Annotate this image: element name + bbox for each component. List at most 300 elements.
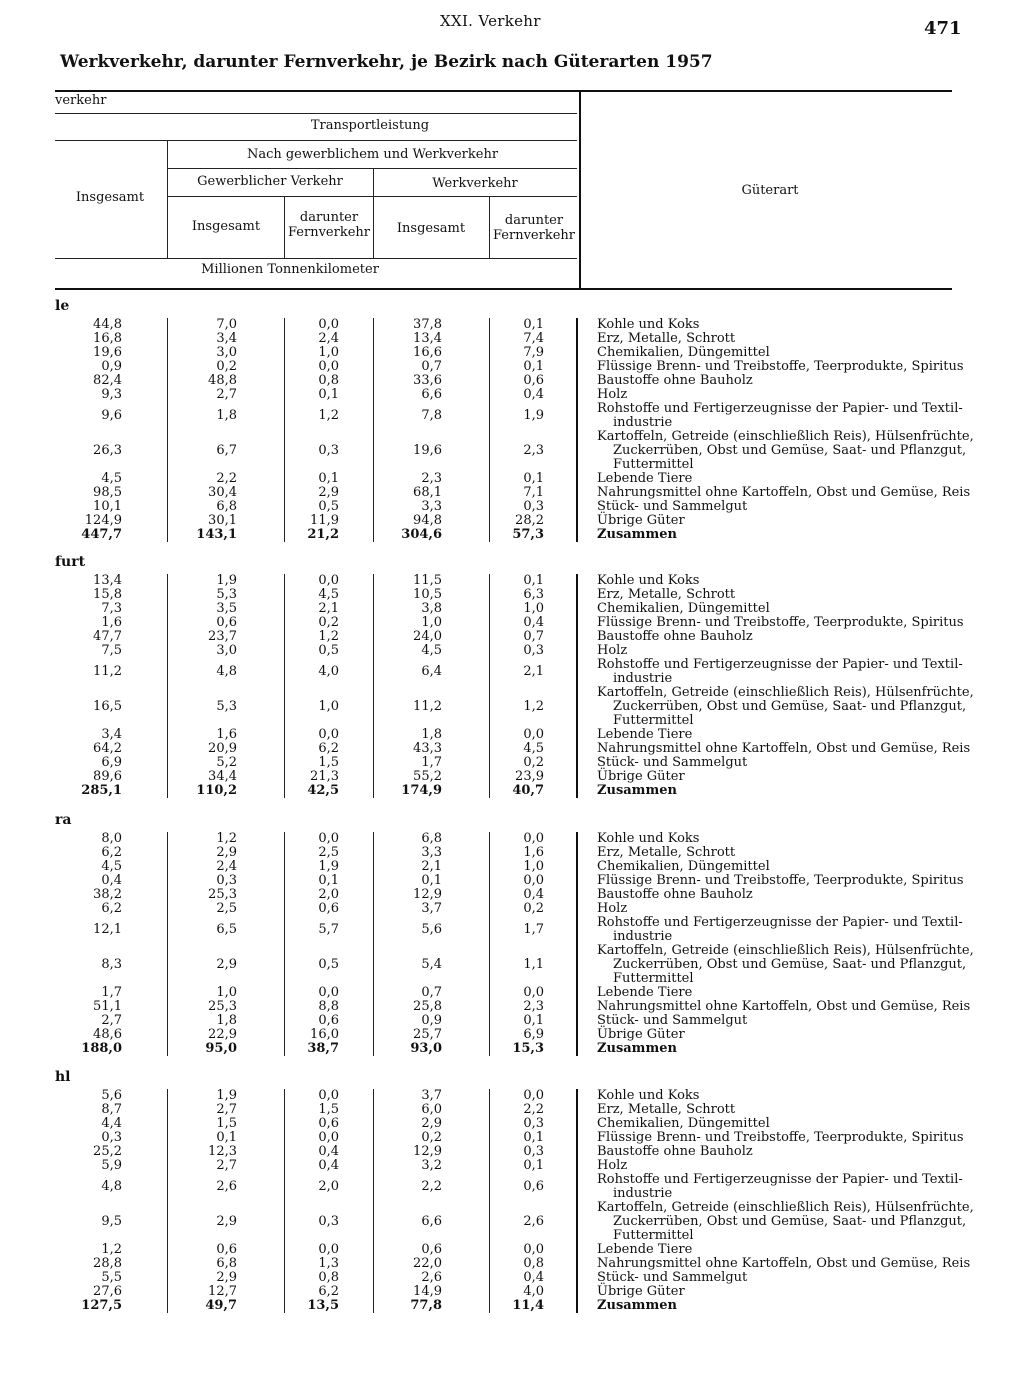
table-row	[0, 514, 1024, 528]
table-row	[0, 472, 1024, 486]
gueterart-label: Rohstoffe und Fertigerzeugnisse der Papier- und Textil-	[597, 1172, 963, 1187]
value-cell: 4,4	[101, 1116, 122, 1131]
table-row	[0, 402, 1024, 430]
value-cell: 6,4	[421, 664, 442, 679]
table-row	[0, 1271, 1024, 1285]
value-cell: 5,2	[216, 755, 237, 770]
table-row	[0, 500, 1024, 514]
table-row	[0, 1028, 1024, 1042]
value-cell: 0,5	[318, 643, 339, 658]
value-cell: 2,0	[318, 887, 339, 902]
value-cell: 8,0	[101, 831, 122, 846]
value-cell: 1,0	[318, 699, 339, 714]
gueterart-label: Stück- und Sammelgut	[597, 1013, 748, 1028]
value-cell: 19,6	[93, 345, 122, 360]
value-cell: 2,3	[523, 443, 544, 458]
header-verkehr: verkehr	[55, 93, 107, 108]
value-cell: 0,3	[523, 499, 544, 514]
value-cell: 3,5	[216, 601, 237, 616]
header-darunter-fernverkehr-gewerblich: darunter Fernverkehr	[288, 210, 370, 240]
value-cell: 9,5	[101, 1214, 122, 1229]
table-row	[0, 588, 1024, 602]
value-cell: 4,0	[318, 664, 339, 679]
value-cell: 4,0	[523, 1284, 544, 1299]
value-cell: 5,7	[318, 922, 339, 937]
value-cell: 42,5	[307, 783, 339, 798]
value-cell: 2,5	[216, 901, 237, 916]
total-row	[0, 528, 1024, 542]
table-row	[0, 486, 1024, 500]
header-darunter-fernverkehr-werk: darunter Fernverkehr	[493, 213, 575, 243]
gueterart-label: Zusammen	[597, 527, 677, 542]
value-cell: 98,5	[93, 485, 122, 500]
page-number: 471	[924, 18, 962, 39]
value-cell: 28,2	[515, 513, 544, 528]
value-cell: 2,7	[216, 1102, 237, 1117]
value-cell: 11,5	[413, 573, 442, 588]
column-rule	[373, 318, 374, 542]
header-insgesamt-main: Insgesamt	[75, 190, 145, 205]
value-cell: 0,4	[523, 387, 544, 402]
bezirk-label: ra	[55, 812, 72, 828]
value-cell: 2,3	[421, 471, 442, 486]
value-cell: 0,0	[523, 1088, 544, 1103]
table-row	[0, 360, 1024, 374]
gueterart-label: Kartoffeln, Getreide (einschließlich Reis), Hülsenfrüchte,	[597, 943, 974, 958]
value-cell: 22,0	[413, 1256, 442, 1271]
value-cell: 25,2	[93, 1144, 122, 1159]
gueterart-label: Baustoffe ohne Bauholz	[597, 629, 753, 644]
value-cell: 19,6	[413, 443, 442, 458]
table-row	[0, 832, 1024, 846]
value-cell: 55,2	[413, 769, 442, 784]
value-cell: 0,3	[318, 1214, 339, 1229]
value-cell: 0,1	[523, 317, 544, 332]
value-cell: 25,8	[413, 999, 442, 1014]
value-cell: 0,0	[318, 1088, 339, 1103]
rule	[55, 140, 577, 141]
table-row	[0, 1000, 1024, 1014]
gueterart-label: Holz	[597, 901, 628, 916]
gueterart-label: Holz	[597, 387, 628, 402]
value-cell: 30,1	[208, 513, 237, 528]
table-row	[0, 658, 1024, 686]
value-cell: 2,2	[216, 471, 237, 486]
value-cell: 1,2	[101, 1242, 122, 1257]
bezirk-label: hl	[55, 1069, 71, 1085]
value-cell: 0,6	[318, 1013, 339, 1028]
value-cell: 11,2	[413, 699, 442, 714]
value-cell: 2,6	[216, 1179, 237, 1194]
table-row	[0, 388, 1024, 402]
value-cell: 25,3	[208, 887, 237, 902]
gueterart-label: Stück- und Sammelgut	[597, 755, 748, 770]
gueterart-label: Übrige Güter	[597, 513, 685, 528]
gueterart-label: Flüssige Brenn- und Treibstoffe, Teerprodukte, Spiritus	[597, 615, 964, 630]
value-cell: 3,7	[421, 1088, 442, 1103]
table-row	[0, 756, 1024, 770]
column-rule	[489, 318, 490, 542]
value-cell: 3,2	[421, 1158, 442, 1173]
gueterart-label: Erz, Metalle, Schrott	[597, 845, 736, 860]
gueterart-label: Kohle und Koks	[597, 317, 700, 332]
value-cell: 0,7	[421, 985, 442, 1000]
gueterart-label-continued: Zuckerrüben, Obst und Gemüse, Saat- und Pflanzgut,	[613, 957, 967, 972]
value-cell: 12,3	[208, 1144, 237, 1159]
rule	[55, 113, 577, 114]
value-cell: 7,4	[523, 331, 544, 346]
value-cell: 21,2	[307, 527, 339, 542]
value-cell: 30,4	[208, 485, 237, 500]
column-rule	[489, 574, 490, 798]
value-cell: 0,1	[523, 1130, 544, 1145]
value-cell: 0,1	[523, 573, 544, 588]
value-cell: 3,3	[421, 845, 442, 860]
gueterart-label: Rohstoffe und Fertigerzeugnisse der Papier- und Textil-	[597, 657, 963, 672]
table-row	[0, 742, 1024, 756]
value-cell: 26,3	[93, 443, 122, 458]
value-cell: 5,3	[216, 699, 237, 714]
value-cell: 1,2	[523, 699, 544, 714]
value-cell: 0,4	[101, 873, 122, 888]
value-cell: 127,5	[81, 1298, 122, 1313]
value-cell: 447,7	[81, 527, 122, 542]
value-cell: 285,1	[81, 783, 122, 798]
value-cell: 8,7	[101, 1102, 122, 1117]
value-cell: 0,1	[318, 471, 339, 486]
value-cell: 0,2	[523, 901, 544, 916]
bezirk-label: le	[55, 298, 70, 314]
value-cell: 0,0	[318, 985, 339, 1000]
value-cell: 16,8	[93, 331, 122, 346]
value-cell: 5,9	[101, 1158, 122, 1173]
value-cell: 3,8	[421, 601, 442, 616]
value-cell: 12,9	[413, 887, 442, 902]
value-cell: 0,3	[216, 873, 237, 888]
value-cell: 3,4	[216, 331, 237, 346]
value-cell: 0,0	[318, 831, 339, 846]
value-cell: 15,3	[512, 1041, 544, 1056]
value-cell: 16,0	[310, 1027, 339, 1042]
gueterart-label-continued: Zuckerrüben, Obst und Gemüse, Saat- und Pflanzgut,	[613, 1214, 967, 1229]
value-cell: 2,7	[101, 1013, 122, 1028]
value-cell: 8,3	[101, 957, 122, 972]
gueterart-label: Rohstoffe und Fertigerzeugnisse der Papier- und Textil-	[597, 401, 963, 416]
gueterart-label: Erz, Metalle, Schrott	[597, 331, 736, 346]
value-cell: 4,8	[216, 664, 237, 679]
value-cell: 2,1	[318, 601, 339, 616]
value-cell: 4,5	[318, 587, 339, 602]
value-cell: 4,5	[421, 643, 442, 658]
table-row	[0, 574, 1024, 588]
total-row	[0, 784, 1024, 798]
column-rule	[167, 574, 168, 798]
value-cell: 0,4	[318, 1158, 339, 1173]
value-cell: 2,0	[318, 1179, 339, 1194]
value-cell: 6,8	[216, 1256, 237, 1271]
value-cell: 0,0	[318, 573, 339, 588]
value-cell: 94,8	[413, 513, 442, 528]
column-rule	[373, 574, 374, 798]
value-cell: 37,8	[413, 317, 442, 332]
gueterart-label-continued: Futtermittel	[613, 713, 694, 728]
value-cell: 6,2	[101, 845, 122, 860]
value-cell: 1,2	[318, 629, 339, 644]
value-cell: 0,1	[216, 1130, 237, 1145]
value-cell: 3,0	[216, 345, 237, 360]
header-gueterart-divider	[579, 90, 581, 288]
value-cell: 2,9	[216, 957, 237, 972]
gueterart-label: Rohstoffe und Fertigerzeugnisse der Papier- und Textil-	[597, 915, 963, 930]
value-cell: 1,8	[216, 1013, 237, 1028]
value-cell: 0,0	[318, 727, 339, 742]
value-cell: 143,1	[196, 527, 237, 542]
gueterart-rule	[576, 574, 578, 798]
value-cell: 0,2	[523, 755, 544, 770]
table-row	[0, 874, 1024, 888]
value-cell: 1,3	[318, 1256, 339, 1271]
value-cell: 0,6	[523, 1179, 544, 1194]
table-row	[0, 374, 1024, 388]
value-cell: 2,7	[216, 387, 237, 402]
gueterart-label-continued: industrie	[613, 671, 673, 686]
value-cell: 2,9	[216, 1214, 237, 1229]
value-cell: 14,9	[413, 1284, 442, 1299]
column-rule	[373, 1089, 374, 1313]
gueterart-label: Flüssige Brenn- und Treibstoffe, Teerprodukte, Spiritus	[597, 873, 964, 888]
value-cell: 2,4	[318, 331, 339, 346]
table-row	[0, 602, 1024, 616]
value-cell: 2,5	[318, 845, 339, 860]
header-bottom-rule	[55, 288, 952, 290]
value-cell: 57,3	[512, 527, 544, 542]
gueterart-label: Erz, Metalle, Schrott	[597, 1102, 736, 1117]
value-cell: 0,1	[523, 471, 544, 486]
value-cell: 0,1	[318, 873, 339, 888]
value-cell: 7,5	[101, 643, 122, 658]
value-cell: 3,3	[421, 499, 442, 514]
table-row	[0, 1159, 1024, 1173]
value-cell: 2,9	[216, 845, 237, 860]
value-cell: 124,9	[84, 513, 122, 528]
rule	[167, 196, 577, 197]
value-cell: 47,7	[93, 629, 122, 644]
value-cell: 1,5	[318, 755, 339, 770]
value-cell: 11,9	[310, 513, 339, 528]
value-cell: 6,8	[421, 831, 442, 846]
value-cell: 6,2	[318, 1284, 339, 1299]
column-rule	[167, 832, 168, 1056]
value-cell: 0,2	[421, 1130, 442, 1145]
gueterart-label: Lebende Tiere	[597, 471, 693, 486]
value-cell: 0,0	[318, 1130, 339, 1145]
table-row	[0, 346, 1024, 360]
value-cell: 6,6	[421, 387, 442, 402]
gueterart-rule	[576, 832, 578, 1056]
column-rule	[167, 318, 168, 542]
value-cell: 0,6	[216, 615, 237, 630]
value-cell: 64,2	[93, 741, 122, 756]
value-cell: 2,2	[421, 1179, 442, 1194]
table-row	[0, 616, 1024, 630]
gueterart-label: Stück- und Sammelgut	[597, 1270, 748, 1285]
gueterart-label: Lebende Tiere	[597, 727, 693, 742]
gueterart-label: Nahrungsmittel ohne Kartoffeln, Obst und Gemüse, Reis	[597, 999, 971, 1014]
value-cell: 2,6	[421, 1270, 442, 1285]
value-cell: 68,1	[413, 485, 442, 500]
gueterart-label-continued: industrie	[613, 929, 673, 944]
table-row	[0, 332, 1024, 346]
value-cell: 82,4	[93, 373, 122, 388]
value-cell: 4,5	[101, 859, 122, 874]
value-cell: 95,0	[205, 1041, 237, 1056]
value-cell: 3,7	[421, 901, 442, 916]
value-cell: 0,6	[421, 1242, 442, 1257]
value-cell: 5,4	[421, 957, 442, 972]
value-cell: 0,3	[318, 443, 339, 458]
table-row	[0, 944, 1024, 986]
value-cell: 34,4	[208, 769, 237, 784]
value-cell: 0,0	[318, 1242, 339, 1257]
bezirk-label: furt	[55, 554, 86, 570]
value-cell: 0,0	[523, 873, 544, 888]
value-cell: 1,7	[523, 922, 544, 937]
gueterart-label: Holz	[597, 1158, 628, 1173]
value-cell: 0,8	[318, 373, 339, 388]
gueterart-label: Chemikalien, Düngemittel	[597, 345, 770, 360]
column-rule	[284, 318, 285, 542]
value-cell: 0,6	[216, 1242, 237, 1257]
value-cell: 0,3	[523, 643, 544, 658]
value-cell: 89,6	[93, 769, 122, 784]
gueterart-label: Zusammen	[597, 1298, 677, 1313]
value-cell: 0,4	[523, 1270, 544, 1285]
page-title: Werkverkehr, darunter Fernverkehr, je Bezirk nach Güterarten 1957	[60, 52, 713, 72]
value-cell: 1,1	[523, 957, 544, 972]
value-cell: 13,5	[307, 1298, 339, 1313]
table-row	[0, 318, 1024, 332]
value-cell: 2,1	[421, 859, 442, 874]
value-cell: 2,7	[216, 1158, 237, 1173]
value-cell: 1,2	[216, 831, 237, 846]
value-cell: 0,1	[523, 1158, 544, 1173]
value-cell: 27,6	[93, 1284, 122, 1299]
table-row	[0, 770, 1024, 784]
value-cell: 44,8	[93, 317, 122, 332]
value-cell: 0,0	[318, 317, 339, 332]
table-row	[0, 1145, 1024, 1159]
value-cell: 22,9	[208, 1027, 237, 1042]
value-cell: 0,1	[523, 1013, 544, 1028]
value-cell: 5,3	[216, 587, 237, 602]
value-cell: 51,1	[93, 999, 122, 1014]
gueterart-label: Kohle und Koks	[597, 1088, 700, 1103]
value-cell: 21,3	[310, 769, 339, 784]
column-rule	[284, 574, 285, 798]
value-cell: 174,9	[401, 783, 442, 798]
table-row	[0, 902, 1024, 916]
column-rule	[284, 832, 285, 1056]
rule	[167, 168, 577, 169]
gueterart-label: Nahrungsmittel ohne Kartoffeln, Obst und Gemüse, Reis	[597, 1256, 971, 1271]
table-row	[0, 916, 1024, 944]
rule	[55, 258, 577, 259]
value-cell: 7,3	[101, 601, 122, 616]
value-cell: 0,1	[421, 873, 442, 888]
value-cell: 0,3	[523, 1144, 544, 1159]
gueterart-label: Chemikalien, Düngemittel	[597, 859, 770, 874]
value-cell: 49,7	[205, 1298, 237, 1313]
header-gueterart: Güterart	[741, 183, 799, 198]
value-cell: 1,7	[421, 755, 442, 770]
value-cell: 38,7	[307, 1041, 339, 1056]
value-cell: 304,6	[401, 527, 442, 542]
value-cell: 0,5	[318, 957, 339, 972]
table-row	[0, 860, 1024, 874]
value-cell: 1,9	[318, 859, 339, 874]
gueterart-rule	[576, 318, 578, 542]
value-cell: 13,4	[93, 573, 122, 588]
table-row	[0, 1014, 1024, 1028]
header-insgesamt-werk: Insgesamt	[396, 221, 466, 236]
gueterart-label: Übrige Güter	[597, 769, 685, 784]
value-cell: 93,0	[410, 1041, 442, 1056]
value-cell: 1,9	[216, 573, 237, 588]
value-cell: 0,0	[318, 359, 339, 374]
value-cell: 48,6	[93, 1027, 122, 1042]
gueterart-label: Zusammen	[597, 783, 677, 798]
gueterart-label: Baustoffe ohne Bauholz	[597, 373, 753, 388]
value-cell: 1,0	[523, 859, 544, 874]
rule	[489, 196, 490, 258]
total-row	[0, 1042, 1024, 1056]
value-cell: 1,6	[101, 615, 122, 630]
value-cell: 40,7	[512, 783, 544, 798]
value-cell: 188,0	[81, 1041, 122, 1056]
gueterart-label: Zusammen	[597, 1041, 677, 1056]
gueterart-label-continued: Futtermittel	[613, 971, 694, 986]
value-cell: 6,2	[318, 741, 339, 756]
value-cell: 0,6	[523, 373, 544, 388]
gueterart-label: Nahrungsmittel ohne Kartoffeln, Obst und Gemüse, Reis	[597, 485, 971, 500]
value-cell: 2,2	[523, 1102, 544, 1117]
value-cell: 0,6	[318, 1116, 339, 1131]
value-cell: 110,2	[196, 783, 237, 798]
value-cell: 15,8	[93, 587, 122, 602]
value-cell: 16,6	[413, 345, 442, 360]
value-cell: 0,2	[216, 359, 237, 374]
table-row	[0, 1201, 1024, 1243]
value-cell: 0,6	[318, 901, 339, 916]
table-row	[0, 644, 1024, 658]
gueterart-label: Erz, Metalle, Schrott	[597, 587, 736, 602]
value-cell: 25,3	[208, 999, 237, 1014]
value-cell: 38,2	[93, 887, 122, 902]
table-row	[0, 430, 1024, 472]
value-cell: 13,4	[413, 331, 442, 346]
value-cell: 0,0	[523, 985, 544, 1000]
gueterart-label: Flüssige Brenn- und Treibstoffe, Teerprodukte, Spiritus	[597, 1130, 964, 1145]
value-cell: 12,9	[413, 1144, 442, 1159]
running-header: XXI. Verkehr	[440, 12, 541, 30]
value-cell: 8,8	[318, 999, 339, 1014]
value-cell: 33,6	[413, 373, 442, 388]
gueterart-label: Baustoffe ohne Bauholz	[597, 1144, 753, 1159]
value-cell: 20,9	[208, 741, 237, 756]
value-cell: 7,9	[523, 345, 544, 360]
gueterart-label-continued: Zuckerrüben, Obst und Gemüse, Saat- und Pflanzgut,	[613, 699, 967, 714]
gueterart-label: Chemikalien, Düngemittel	[597, 601, 770, 616]
